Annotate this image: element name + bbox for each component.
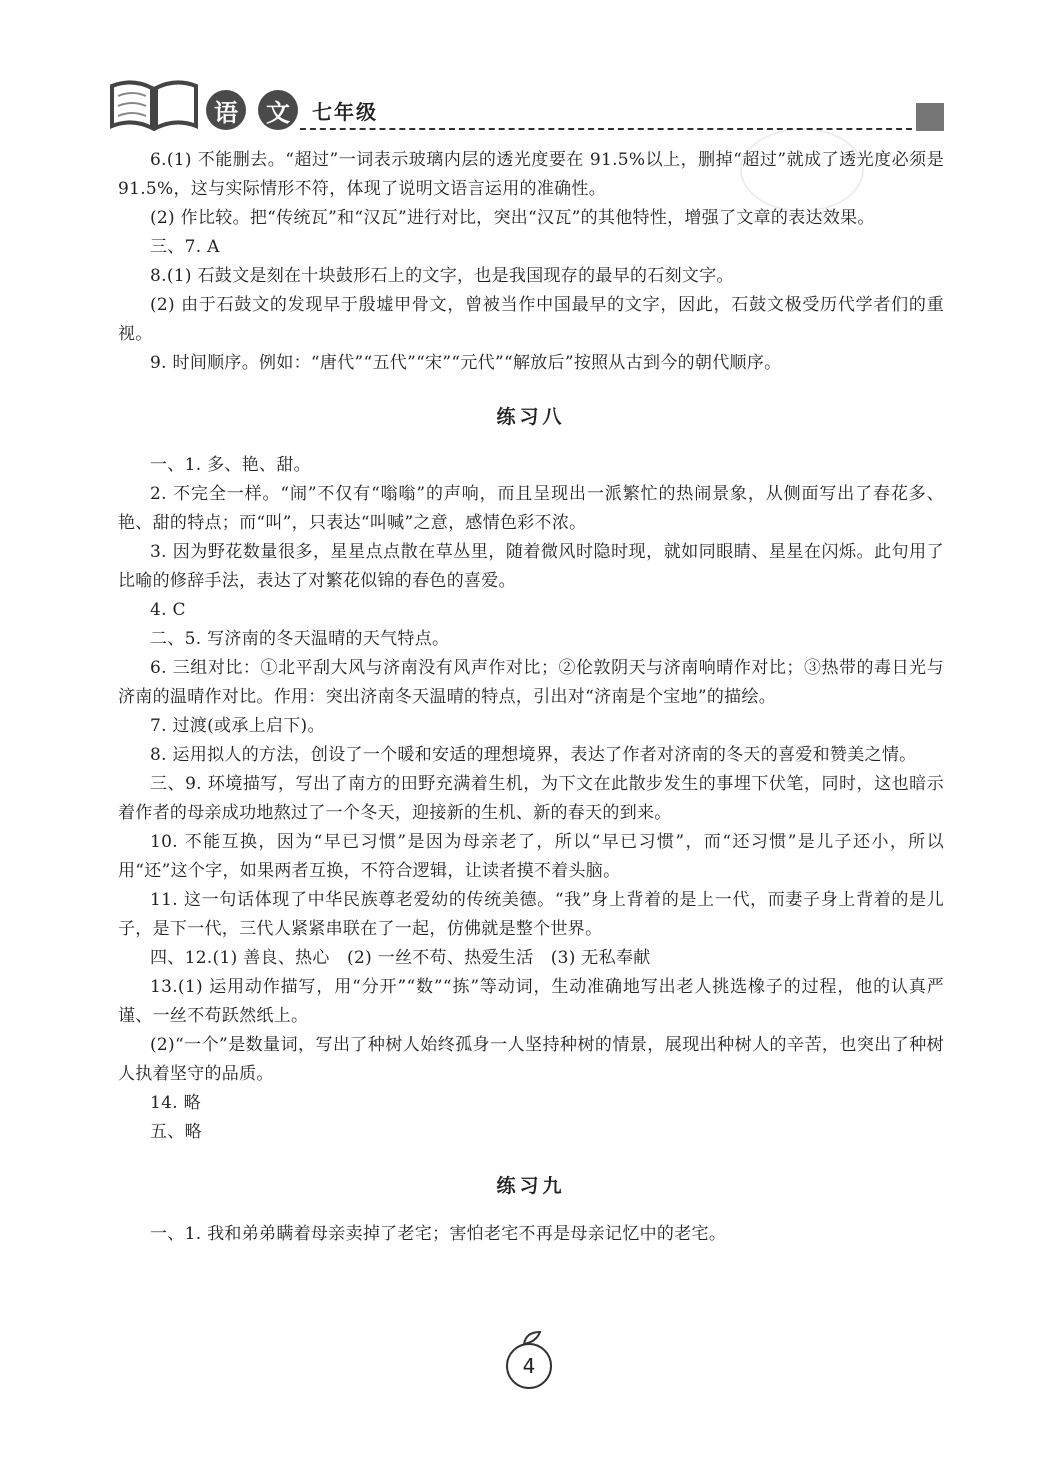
answer-paragraph: 9. 时间顺序。例如：“唐代”“五代”“宋”“元代”“解放后”按照从古到今的朝代顺序。 <box>150 353 782 373</box>
answer-paragraph: 13.(1) 运用动作描写，用“分开”“数”“拣”等动词，生动准确地写出老人挑选橡子的过程，他的认真严谨、一丝不苟跃然纸上。 <box>118 977 944 1026</box>
answer-paragraph: 2. 不完全一样。“闹”不仅有“嗡嗡”的声响，而且呈现出一派繁忙的热闹景象，从侧面写出了春花多、艳、甜的特点；而“叫”，只表达“叫喊”之意，感情色彩不浓。 <box>118 484 944 533</box>
answer-paragraph: 3. 因为野花数量很多，星星点点散在草丛里，随着微风时隐时现，就如同眼睛、星星在闪烁。此句用了比喻的修辞手法，表达了对繁花似锦的春色的喜爱。 <box>118 542 944 591</box>
answer-paragraph: 二、5. 写济南的冬天温晴的天气特点。 <box>150 629 450 649</box>
answer-paragraph: 7. 过渡(或承上启下)。 <box>150 716 325 736</box>
answer-paragraph: (2)“一个”是数量词，写出了种树人始终孤身一人坚持种树的情景，展现出种树人的辛苦，也突出了种树人执着坚守的品质。 <box>118 1035 944 1084</box>
section-heading: 练习九 <box>496 1175 566 1197</box>
answer-paragraph: (2) 作比较。把“传统瓦”和“汉瓦”进行对比，突出“汉瓦”的其他特性，增强了文章的表达效果。 <box>150 208 875 228</box>
open-book-icon <box>108 76 200 132</box>
answer-paragraph: 五、略 <box>150 1122 202 1142</box>
subject-badge-1: 语 <box>206 90 246 130</box>
answer-paragraph: 6.(1) 不能删去。“超过”一词表示玻璃内层的透光度要在 91.5%以上，删掉“超过”就成了透光度必须是 91.5%，这与实际情形不符，体现了说明文语言运用的准确性。 <box>118 150 944 199</box>
answer-paragraph: 10. 不能互换，因为“早已习惯”是因为母亲老了，所以“早已习惯”，而“还习惯”是儿子还小，所以用“还”这个字，如果两者互换，不符合逻辑，让读者摸不着头脑。 <box>118 832 944 881</box>
answer-paragraph: 三、9. 环境描写，写出了南方的田野充满着生机，为下文在此散步发生的事埋下伏笔，同时，这也暗示着作者的母亲成功地熬过了一个冬天，迎接新的生机、新的春天的到来。 <box>118 774 944 823</box>
answer-paragraph: 4. C <box>150 600 186 620</box>
grade-label: 七年级 <box>312 100 378 124</box>
section-heading: 练习八 <box>496 406 566 428</box>
answer-paragraph: 三、7. A <box>150 237 220 257</box>
answer-paragraph: 8.(1) 石鼓文是刻在十块鼓形石上的文字，也是我国现存的最早的石刻文字。 <box>150 266 734 286</box>
answer-paragraph: 8. 运用拟人的方法，创设了一个暖和安适的理想境界，表达了作者对济南的冬天的喜爱和赞美之情。 <box>150 745 917 765</box>
answer-paragraph: 14. 略 <box>150 1093 201 1113</box>
answer-paragraph: 一、1. 多、艳、甜。 <box>150 455 311 475</box>
page-number: 4 <box>506 1343 552 1389</box>
answer-content <box>118 146 944 1249</box>
answer-paragraph: (2) 由于石鼓文的发现早于殷墟甲骨文，曾被当作中国最早的文字，因此，石鼓文极受历代学者们的重视。 <box>118 295 944 344</box>
corner-block <box>916 103 944 131</box>
answer-paragraph: 四、12.(1) 善良、热心 (2) 一丝不苟、热爱生活 (3) 无私奉献 <box>150 948 651 968</box>
answer-paragraph: 11. 这一句话体现了中华民族尊老爱幼的传统美德。“我”身上背着的是上一代，而妻子身上背着的是儿子，是下一代，三代人紧紧串联在了一起，仿佛就是整个世界。 <box>118 890 945 939</box>
answer-paragraph: 一、1. 我和弟弟瞒着母亲卖掉了老宅；害怕老宅不再是母亲记忆中的老宅。 <box>150 1224 727 1244</box>
page-header <box>0 0 1053 140</box>
answer-paragraph: 6. 三组对比：①北平刮大风与济南没有风声作对比；②伦敦阴天与济南响晴作对比；③热带的毒日光与济南的温晴作对比。作用：突出济南冬天温晴的特点，引出对“济南是个宝地”的描绘。 <box>118 658 944 707</box>
subject-badge-2: 文 <box>258 90 298 130</box>
